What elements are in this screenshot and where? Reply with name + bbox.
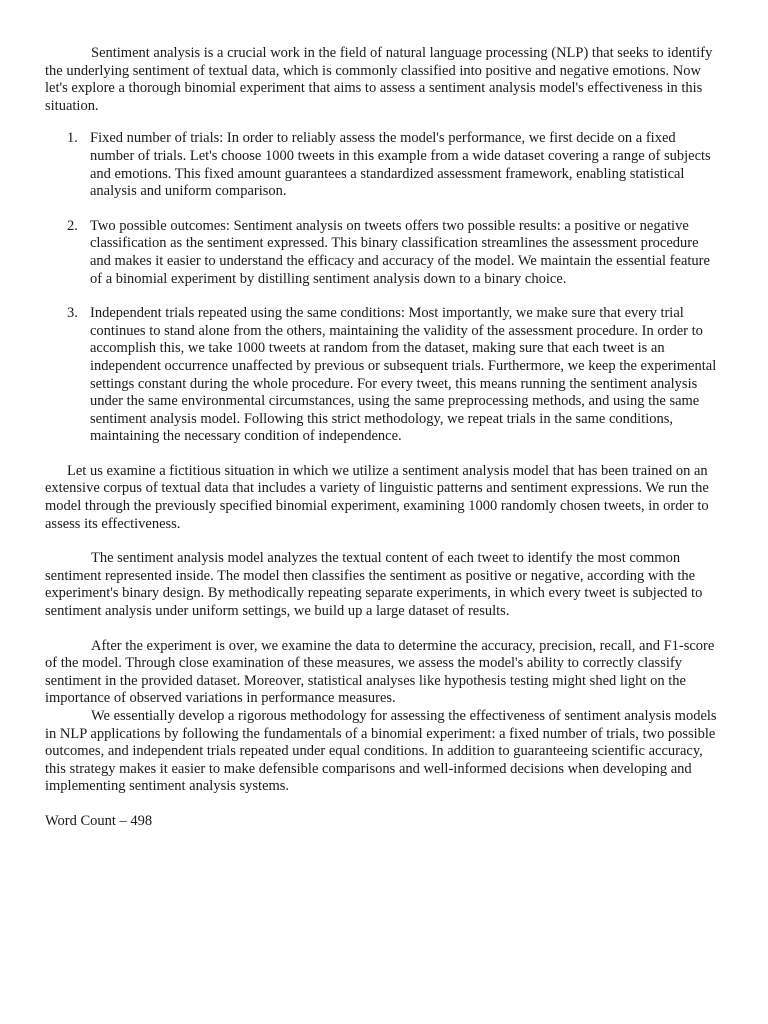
- results-paragraph: After the experiment is over, we examine the data to determine the accuracy, precision, recall, and F1-score of the model. Through close examination of these measures, we assess the model's ability to correctly classify sentiment in the provided dataset. Moreover, statistical analyses like hypothesis testing might shed light on the importance of observed variations in performance measures.: [45, 637, 715, 707]
- list-item-text: Fixed number of trials: In order to reliably assess the model's performance, we first decide on a fixed number of trials. Let's choose 1000 tweets in this example from a wide dataset covering a range of subjects and emotions. This fixed amount guarantees a standardized assessment framework, enabling statistical analysis and uniform comparison.: [90, 130, 711, 200]
- list-item: [45, 305, 723, 446]
- conclusion-paragraph: We essentially develop a rigorous methodology for assessing the effectiveness of sentiment analysis models in NLP applications by following the fundamentals of a binomial experiment: a fixed number of trials, two possible outcomes, and independent trials repeated under equal conditions. In addition to guaranteeing scientific accuracy, this strategy makes it easier to make defensible comparisons and well-informed decisions when developing and implementing sentiment analysis systems.: [45, 708, 717, 795]
- list-item-number: 3.: [67, 305, 78, 322]
- list-item: [45, 218, 723, 288]
- intro-paragraph: Sentiment analysis is a crucial work in the field of natural language processing (NLP) that seeks to identify the underlying sentiment of textual data, which is commonly classified into positive and negative emotions. Now let's explore a thorough binomial experiment that aims to assess a sentiment analysis model's effectiveness in this situation.: [45, 45, 713, 114]
- document-page: [45, 45, 723, 831]
- list-item-number: 1.: [67, 130, 78, 147]
- numbered-list: [45, 130, 723, 446]
- list-item-number: 2.: [67, 217, 78, 234]
- list-item-text: Two possible outcomes: Sentiment analysis on tweets offers two possible results: a positive or negative classification as the sentiment expressed. This binary classification streamlines the assessment procedure and makes it easier to understand the efficacy and accuracy of the model. We maintain the essential feature of a binomial experiment by distilling sentiment analysis down to a binary choice.: [90, 217, 710, 287]
- word-count: Word Count – 498: [45, 812, 153, 829]
- model-paragraph: The sentiment analysis model analyzes the textual content of each tweet to identify the most common sentiment represented inside. The model then classifies the sentiment as positive or negative, according with the experiment's binary design. By methodically repeating separate experiments, in which every tweet is subjected to sentiment analysis under uniform settings, we build up a large dataset of results.: [45, 550, 703, 620]
- list-item-text: Independent trials repeated using the same conditions: Most importantly, we make sure that every trial continues to stand alone from the others, maintaining the validity of the assessment procedure. In order to accomplish this, we take 1000 tweets at random from the dataset, making sure that each tweet is an independent occurrence unaffected by previous or subsequent trials. Furthermore, we keep the experimental settings constant during the whole procedure. For every tweet, this means running the sentiment analysis under the same environmental circumstances, using the same preprocessing methods, and using the same sentiment analysis model. Following this strict methodology, we repeat trials in the same conditions, maintaining the necessary condition of independence.: [90, 305, 717, 445]
- scenario-paragraph: Let us examine a fictitious situation in which we utilize a sentiment analysis model that has been trained on an extensive corpus of textual data that includes a variety of linguistic patterns and sentiment expressions. We run the model through the previously specified binomial experiment, examining 1000 randomly chosen tweets, in order to assess its effectiveness.: [45, 462, 709, 532]
- list-item: [45, 130, 723, 200]
